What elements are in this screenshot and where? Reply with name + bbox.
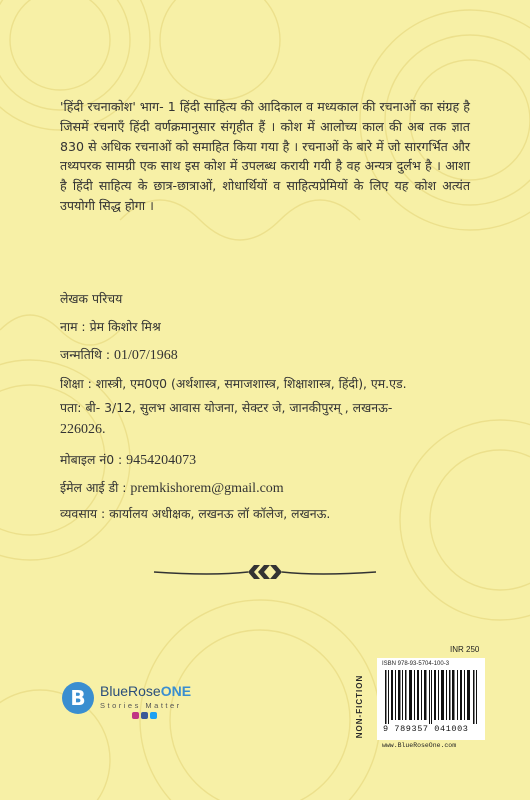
author-education-row: [60, 375, 407, 392]
author-occupation-label: व्यवसाय :: [60, 506, 110, 521]
twitter-icon: [150, 712, 157, 719]
publisher-tagline: Stories Matter: [100, 701, 182, 710]
genre-label: [355, 668, 374, 748]
book-description: 'हिंदी रचनाकोश' भाग- 1 हिंदी साहित्य की आदिकाल व मध्यकाल की रचनाओं का संग्रह है जिसमें रचनाएँ हिंदी वर्णक्रमानुसार संगृहीत हैं । कोश में आलोच्य काल की अब तक ज्ञात 830 से अधिक रचनाओं को समाहित किया गया है । रचनाओं के बारे में जो सारगर्भित और तथ्यपरक सामग्री एक साथ इस कोश में उपलब्ध करायी गयी है वह अन्यत्र दुर्लभ है । आशा है हिंदी साहित्य के छात्र-छात्राओं, शोधार्थियों व साहित्यप्रेमियों के लिए यह कोश अत्यंत उपयोगी सिद्ध होगा ।: [60, 99, 470, 213]
social-icons: [132, 712, 159, 721]
author-name-row: [60, 318, 161, 335]
publisher-logo-mark: B: [62, 682, 94, 714]
author-email: premkishorem@gmail.com: [130, 481, 284, 496]
isbn-barcode: [377, 658, 485, 740]
author-address-line2: 226026.: [60, 422, 106, 437]
instagram-icon: [132, 712, 139, 719]
facebook-icon: [141, 712, 148, 719]
author-profile-heading: लेखक परिचय: [60, 291, 123, 306]
author-email-row: [60, 479, 284, 497]
isbn-label: ISBN 978-93-5704-100-3: [382, 661, 450, 667]
author-education-label: शिक्षा :: [60, 376, 96, 391]
author-mobile-label: मोबाइल नं0 :: [60, 452, 127, 467]
author-name-label: नाम :: [60, 319, 90, 334]
author-address-row: [60, 399, 392, 416]
barcode-bars: [385, 670, 479, 724]
author-address-line1: बी- 3/12, सुलभ आवास योजना, सेक्टर जे, जानकीपुरम् , लखनऊ-: [85, 400, 393, 415]
author-dob: 01/07/1968: [114, 348, 178, 363]
author-mobile-row: [60, 451, 196, 469]
author-occupation: कार्यालय अधीक्षक, लखनऊ लॉ कॉलेज, लखनऊ.: [109, 506, 331, 521]
price-label: INR 250: [450, 645, 480, 654]
author-address-label: पता:: [60, 400, 86, 415]
author-email-label: ईमेल आई डी :: [60, 480, 131, 495]
author-dob-row: [60, 346, 178, 364]
author-name: प्रेम किशोर मिश्र: [89, 319, 161, 334]
author-dob-label: जन्मतिथि :: [60, 347, 114, 362]
isbn-digits: 9 789357 041003: [383, 724, 469, 734]
publisher-name: [100, 683, 191, 699]
author-occupation-row: [60, 505, 330, 522]
publisher-name-main: BlueRose: [100, 683, 161, 699]
genre-text: NON-FICTION: [355, 674, 365, 739]
author-mobile: 9454204073: [126, 453, 197, 468]
publisher-name-accent: ONE: [160, 683, 192, 699]
ornamental-divider: [152, 562, 378, 582]
author-education: शास्त्री, एम0ए0 (अर्थशास्त्र, समाजशास्त्र, शिक्षाशास्त्र, हिंदी), एम.एड.: [95, 376, 407, 391]
publisher-website: www.BlueRoseOne.com: [382, 742, 457, 749]
